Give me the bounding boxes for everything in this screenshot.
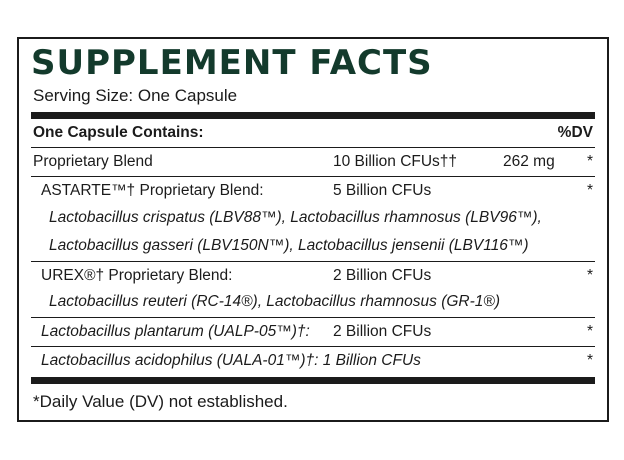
panel-title: SUPPLEMENT FACTS (31, 43, 433, 83)
row-dv: * (586, 352, 593, 369)
row-amount: 2 Billion CFUs (333, 323, 432, 340)
divider (31, 147, 595, 148)
serving-size: Serving Size: One Capsule (33, 86, 238, 105)
row-amount: 10 Billion CFUs†† (333, 153, 458, 170)
thick-divider-top (31, 112, 595, 119)
row-proprietary-blend (33, 153, 593, 171)
row-name: Lactobacillus plantarum (UALP-05™)†: (41, 323, 310, 340)
divider (31, 261, 595, 262)
row-name: Lactobacillus acidophilus (UALA-01™)†: 1 Billion CFUs (41, 352, 421, 369)
divider (31, 176, 595, 177)
footnote: *Daily Value (DV) not established. (33, 392, 288, 411)
divider (31, 346, 595, 347)
row-dv: * (586, 323, 593, 340)
dv-header: %DV (557, 124, 593, 141)
row-mass: 262 mg (503, 153, 555, 170)
thick-divider-bottom (31, 377, 595, 384)
row-amount: 2 Billion CFUs (333, 267, 432, 284)
contains-header-row (33, 124, 593, 142)
row-astarte-blend (33, 182, 593, 200)
urex-strains-line: Lactobacillus reuteri (RC-14®), Lactobacillus rhamnosus (GR-1®) (49, 293, 500, 310)
astarte-strains-line-1: Lactobacillus crispatus (LBV88™), Lactobacillus rhamnosus (LBV96™), (49, 209, 542, 226)
row-name: Proprietary Blend (33, 153, 153, 170)
divider (31, 317, 595, 318)
row-acidophilus (33, 352, 593, 370)
row-dv: * (586, 182, 593, 199)
supplement-facts-panel (17, 37, 609, 422)
row-amount: 5 Billion CFUs (333, 182, 432, 199)
row-plantarum (33, 323, 593, 341)
row-urex-blend (33, 267, 593, 285)
row-dv: * (586, 267, 593, 284)
row-name: UREX®† Proprietary Blend: (41, 267, 233, 284)
row-name: ASTARTE™† Proprietary Blend: (41, 182, 264, 199)
contains-label: One Capsule Contains: (33, 124, 204, 141)
row-dv: * (586, 153, 593, 170)
astarte-strains-line-2: Lactobacillus gasseri (LBV150N™), Lactobacillus jensenii (LBV116™) (49, 237, 529, 254)
